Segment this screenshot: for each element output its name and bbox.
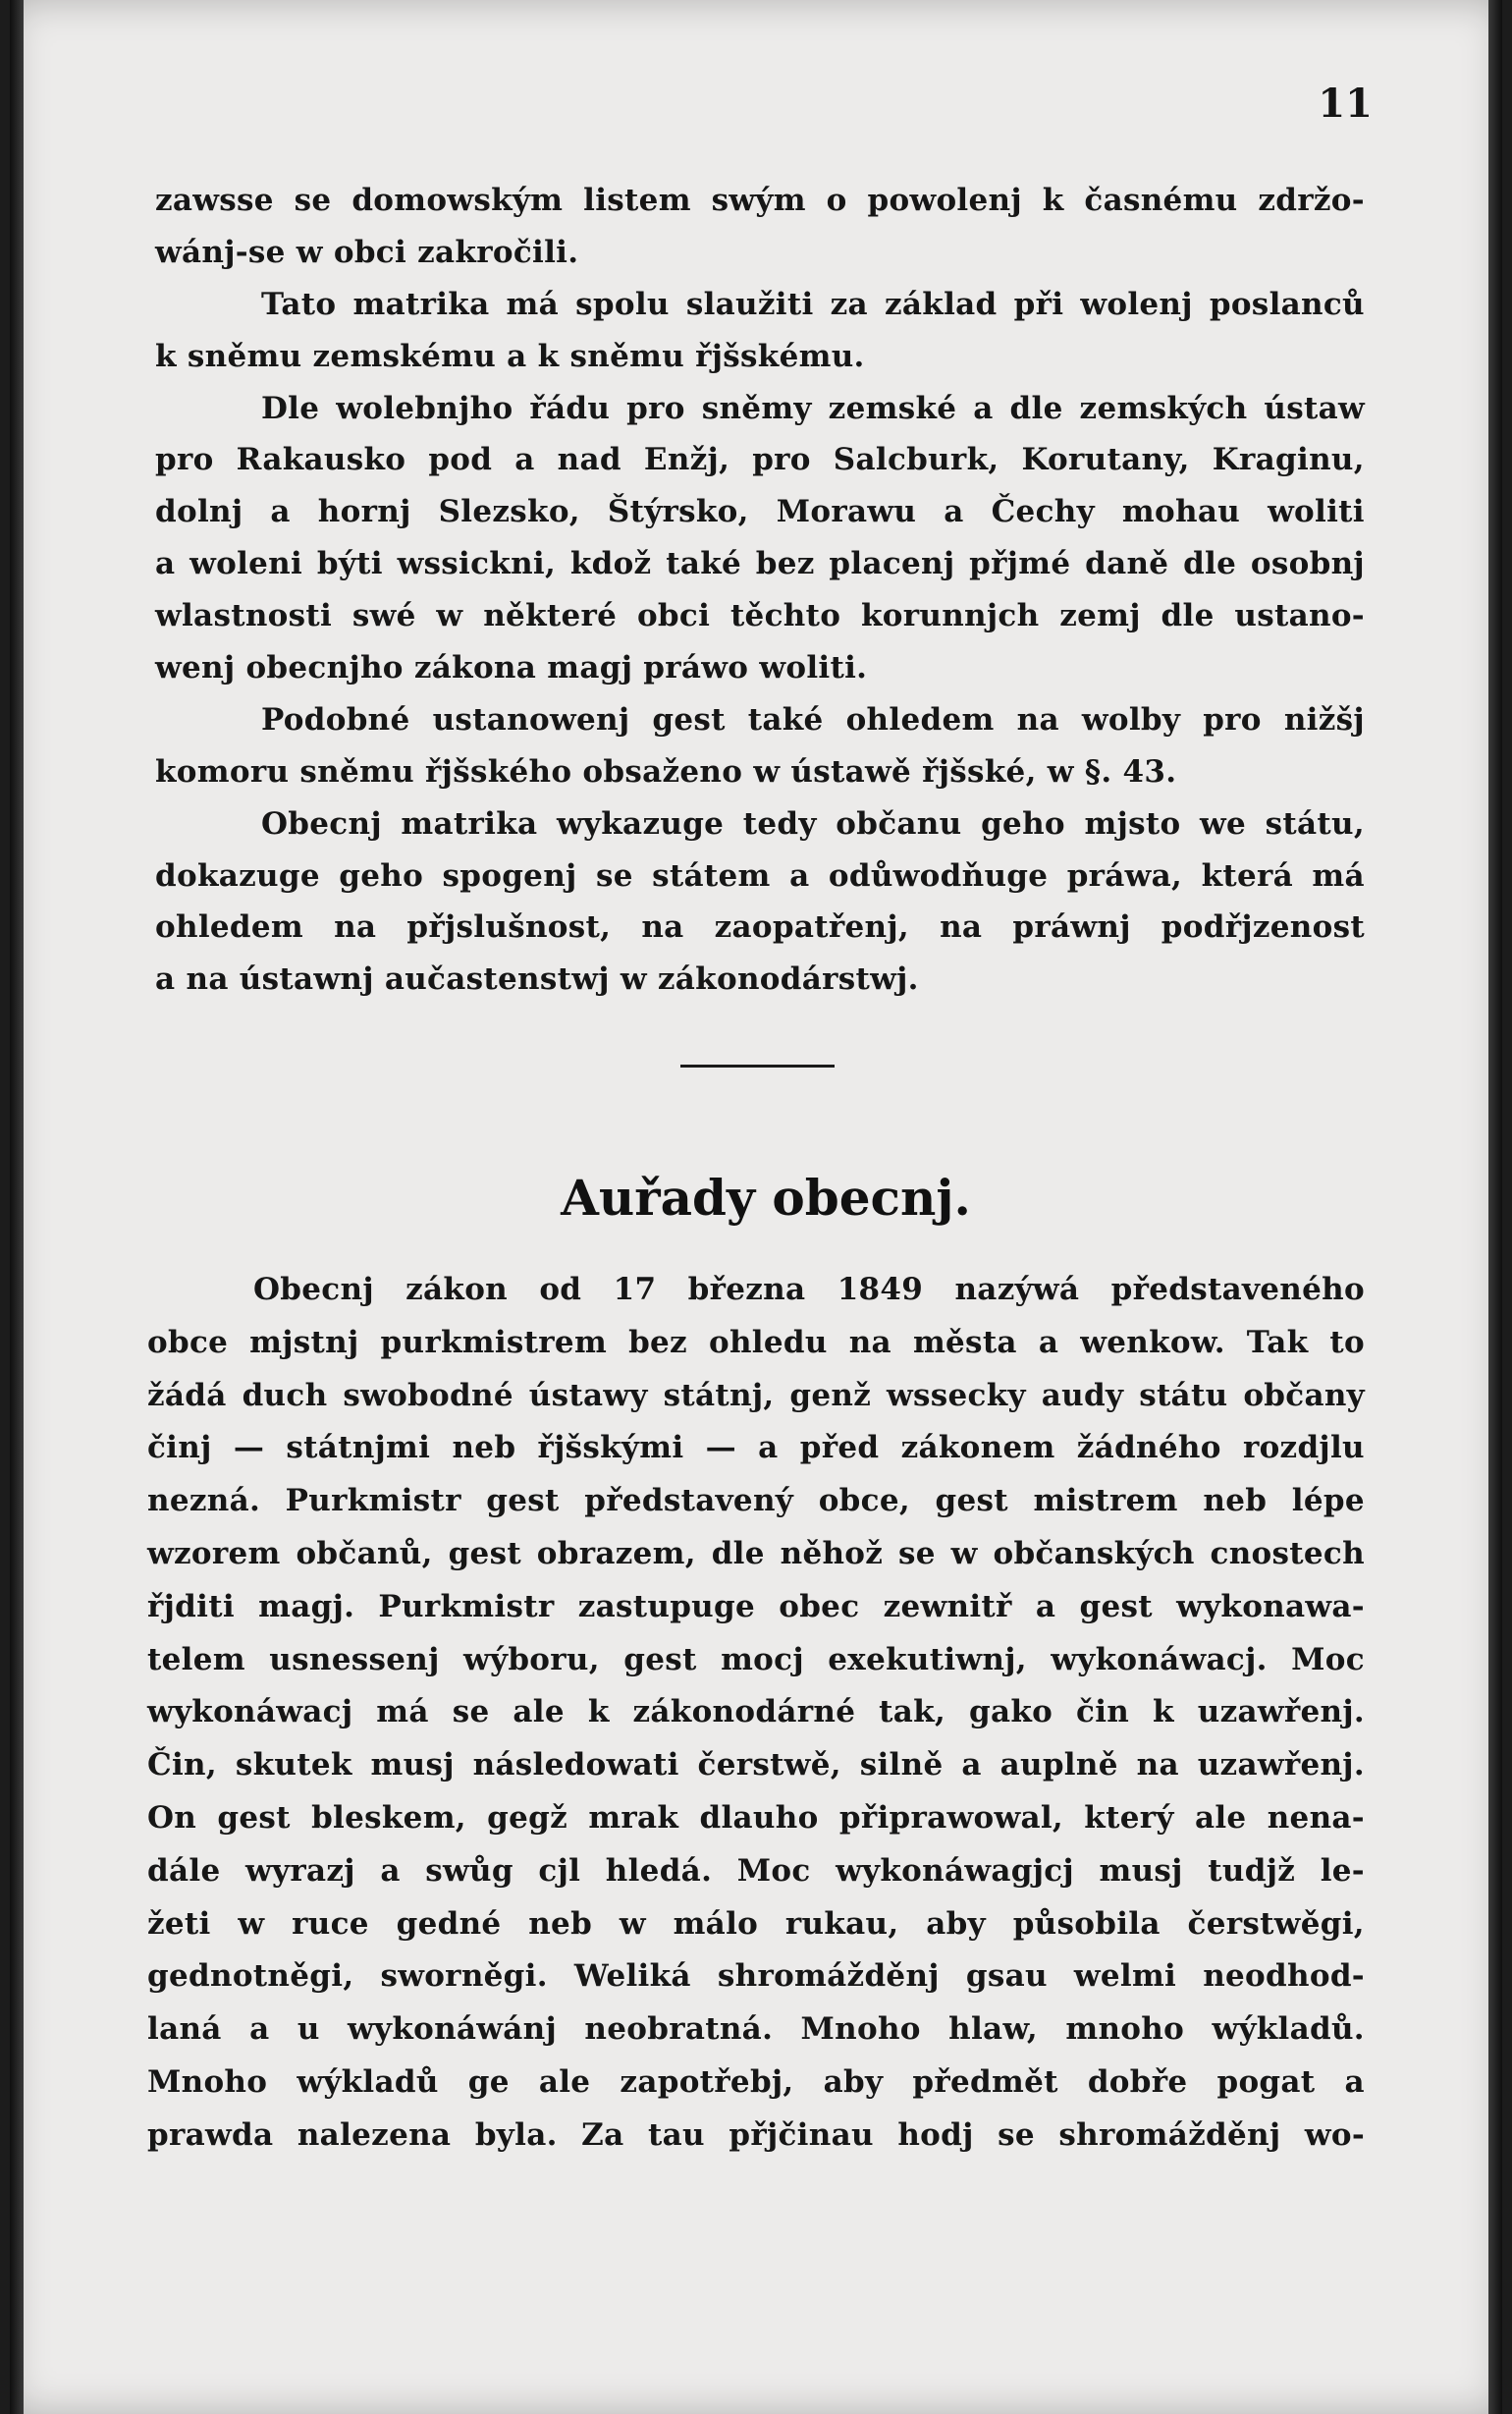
text-line: wlastnosti swé w některé obci těchto korunnjch zemj dle ustano-: [155, 598, 1365, 634]
text-line: dokazuge geho spogenj se státem a odůwodňuge práwa, která má: [155, 857, 1365, 894]
text-line: žádá duch swobodné ústawy státnj, genž wssecky audy státu občany: [147, 1377, 1365, 1413]
body-text-section-2: [147, 1264, 1365, 2163]
text-line: Čin, skutek musj následowati čerstwě, silně a auplně na uzawřenj.: [147, 1747, 1365, 1783]
text-line: ohledem na přjslušnost, na zaopatřenj, na práwnj podřjzenost: [155, 909, 1365, 946]
text-line: řjditi magj. Purkmistr zastupuge obec zewnitř a gest wykonawa-: [147, 1588, 1365, 1624]
text-line: žeti w ruce gedné neb w málo rukau, aby působila čerstwěgi,: [147, 1905, 1365, 1942]
text-line: Obecnj matrika wykazuge tedy občanu geho mjsto we státu,: [261, 805, 1365, 842]
text-line: nezná. Purkmistr gest představený obce, gest mistrem neb lépe: [147, 1483, 1365, 1519]
text-line: telem usnessenj wýboru, gest mocj exekutiwnj, wykonáwacj. Moc: [147, 1641, 1365, 1677]
text-line: pro Rakausko pod a nad Enžj, pro Salcburk, Korutany, Kraginu,: [155, 442, 1365, 478]
text-line: dále wyrazj a swůg cjl hledá. Moc wykonáwagjcj musj tudjž le-: [147, 1852, 1365, 1889]
text-line: komoru sněmu řjšského obsaženo w ústawě řjšské, w §. 43.: [155, 753, 1177, 790]
text-line: gednotněgi, sworněgi. Weliká shromážděnj gsau welmi neodhod-: [147, 1958, 1365, 1995]
text-line: wenj obecnjho zákona magj práwo woliti.: [155, 650, 868, 686]
text-line: On gest bleskem, gegž mrak dlauho připrawowal, který ale nena-: [147, 1799, 1365, 1836]
text-line: a woleni býti wssickni, kdož také bez placenj přjmé daně dle osobnj: [155, 546, 1365, 582]
text-line: wánj-se w obci zakročili.: [155, 234, 579, 270]
section-heading: Auřady obecnj.: [561, 1169, 971, 1227]
text-line: k sněmu zemskému a k sněmu řjšskému.: [155, 338, 865, 374]
text-line: Dle wolebnjho řádu pro sněmy zemské a dle zemských ústaw: [261, 390, 1365, 426]
text-line: prawda nalezena byla. Za tau přjčinau hodj se shromážděnj wo-: [147, 2116, 1365, 2153]
text-line: a na ústawnj aučastenstwj w zákonodárstwj.: [155, 961, 919, 998]
page-edge-right: [1488, 0, 1502, 2414]
text-line: zawsse se domowským listem swým o powolenj k časnému zdržo-: [155, 183, 1365, 218]
text-line: Tato matrika má spolu slaužiti za základ při wolenj poslanců: [261, 286, 1365, 322]
book-page: [10, 0, 1502, 2414]
text-line: obce mjstnj purkmistrem bez ohledu na města a wenkow. Tak to: [147, 1324, 1365, 1360]
text-line: Mnoho wýkladů ge ale zapotřebj, aby předmět dobře pogat a: [147, 2063, 1365, 2100]
text-line: Podobné ustanowenj gest také ohledem na wolby pro nižšj: [261, 701, 1365, 738]
body-text-section-1: [155, 175, 1365, 1006]
section-divider: [680, 1065, 835, 1068]
page-number: 11: [1318, 81, 1373, 127]
text-line: wzorem občanů, gest obrazem, dle něhož se w občanských cnostech: [147, 1535, 1365, 1571]
text-line: činj — státnjmi neb řjšskými — a před zákonem žádného rozdjlu: [147, 1430, 1365, 1466]
text-line: laná a u wykonáwánj neobratná. Mnoho hlaw, mnoho wýkladů.: [147, 2011, 1365, 2048]
page-edge-left: [10, 0, 24, 2414]
text-line: Obecnj zákon od 17 března 1849 nazýwá představeného: [253, 1272, 1365, 1307]
text-line: dolnj a hornj Slezsko, Štýrsko, Morawu a Čechy mohau woliti: [155, 494, 1365, 530]
text-line: wykonáwacj má se ale k zákonodárné tak, gako čin k uzawřenj.: [147, 1694, 1365, 1730]
